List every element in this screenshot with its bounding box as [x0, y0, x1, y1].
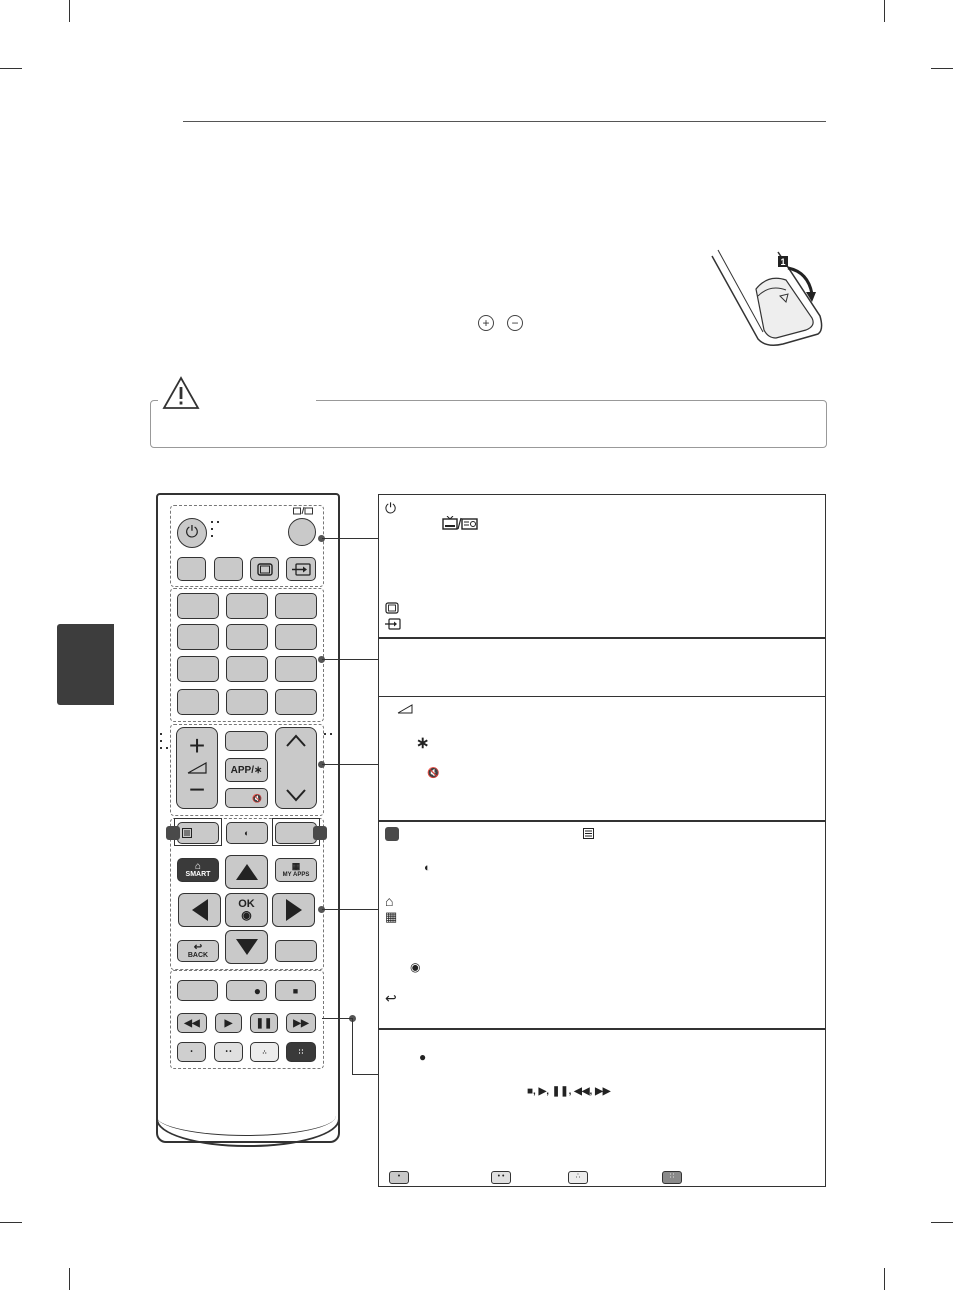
tv-radio-icon — [293, 506, 313, 515]
playback-icons: ■, ▶, ❚❚, ◀◀, ▶▶ — [527, 1086, 611, 1097]
svg-text:1: 1 — [780, 257, 786, 267]
color-button-4[interactable] — [286, 1042, 316, 1062]
color-button-2-icon: • • — [491, 1171, 511, 1184]
left-button[interactable] — [178, 893, 221, 927]
crop-mark — [931, 68, 953, 69]
chapter-tab — [57, 624, 114, 705]
crop-mark — [884, 0, 885, 22]
number-button[interactable] — [275, 624, 317, 650]
leader-line — [322, 764, 378, 765]
three-dot-icon: ∴ — [262, 1049, 267, 1056]
description-box-navigation — [378, 821, 826, 1029]
rewind-icon: ◀◀ — [184, 1017, 200, 1029]
color-button-3[interactable] — [250, 1042, 279, 1062]
braille-dot — [330, 733, 332, 735]
apps-grid-icon: ▦ — [291, 860, 301, 871]
asterisk-icon: ∗ — [416, 735, 430, 752]
down-button[interactable] — [225, 930, 268, 964]
crop-mark — [931, 1222, 953, 1223]
crop-mark — [0, 1222, 22, 1223]
arrow-right-icon — [285, 898, 303, 922]
power-icon: ⏻ — [385, 500, 397, 516]
leader-line — [322, 909, 378, 910]
color-button-3-icon: ∴ — [568, 1171, 588, 1184]
caution-box — [150, 400, 827, 448]
callout-marker — [313, 826, 327, 840]
input-button[interactable] — [286, 557, 316, 581]
number-button[interactable] — [226, 656, 268, 682]
stop-button[interactable] — [275, 980, 316, 1001]
description-box-numbers — [378, 638, 826, 697]
play-icon: ▶ — [224, 1017, 233, 1029]
back-arrow-icon: ↩ — [385, 990, 397, 1006]
chevron-up-icon — [285, 734, 307, 748]
my-apps-button[interactable] — [275, 858, 317, 882]
channel-rocker[interactable] — [275, 727, 317, 809]
smart-button[interactable] — [177, 858, 219, 882]
info-button[interactable] — [226, 822, 268, 844]
teletext-icon — [583, 828, 594, 839]
highlight-frame — [174, 818, 222, 846]
power-button[interactable]: ⏻ — [177, 518, 207, 548]
description-box-volume — [378, 697, 826, 821]
ok-dot-icon: ◉ — [241, 908, 252, 922]
rewind-button[interactable] — [177, 1013, 207, 1033]
back-button[interactable] — [177, 940, 219, 962]
one-dot-icon: • — [190, 1049, 193, 1055]
input-icon — [385, 618, 401, 630]
arrow-up-icon — [235, 863, 259, 881]
pause-icon: ❚❚ — [255, 1017, 273, 1029]
braille-dot — [160, 740, 162, 742]
number-button[interactable] — [177, 593, 219, 619]
four-dot-icon: ∷ — [298, 1049, 304, 1056]
ok-label: OK — [238, 898, 255, 910]
mute-button[interactable]: 🔇 — [225, 788, 268, 808]
stop-icon: ■ — [292, 985, 299, 996]
number-button[interactable] — [177, 656, 219, 682]
leader-line — [322, 659, 378, 660]
crop-mark — [69, 0, 70, 22]
color-button-1[interactable] — [177, 1042, 206, 1062]
arrow-down-icon — [235, 938, 259, 956]
function-button[interactable] — [177, 980, 218, 1001]
record-icon: ● — [253, 983, 261, 998]
braille-dot — [211, 528, 213, 530]
number-button[interactable] — [177, 624, 219, 650]
battery-cover-illustration — [708, 244, 828, 354]
braille-dot — [166, 747, 168, 749]
right-button[interactable] — [272, 893, 315, 927]
number-button[interactable] — [275, 656, 317, 682]
volume-icon — [187, 762, 207, 774]
braille-dot — [160, 747, 162, 749]
up-button[interactable] — [225, 855, 268, 889]
back-arrow-icon: ↩ — [193, 941, 203, 953]
record-icon: ● — [419, 1050, 427, 1064]
home-icon: ⌂ — [194, 860, 202, 872]
leader-line — [352, 1018, 353, 1075]
description-box-playback — [378, 1029, 826, 1187]
braille-dot — [160, 733, 162, 735]
number-button[interactable] — [226, 624, 268, 650]
number-button[interactable] — [275, 593, 317, 619]
header-rule — [183, 121, 826, 122]
volume-down-icon: − — [188, 774, 206, 805]
warning-triangle-icon — [162, 376, 200, 410]
volume-rocker[interactable] — [176, 727, 218, 809]
braille-dot — [324, 733, 326, 735]
ok-button[interactable] — [225, 893, 268, 927]
aspect-ratio-icon — [385, 602, 399, 614]
aspect-ratio-icon — [257, 563, 273, 576]
ratio-button[interactable] — [250, 557, 279, 581]
mute-icon: 🔇 — [427, 768, 440, 779]
leader-line — [322, 1018, 353, 1019]
input-icon — [291, 563, 311, 576]
chevron-down-icon — [285, 788, 307, 802]
arrow-left-icon — [191, 898, 209, 922]
number-button[interactable] — [275, 689, 317, 715]
leader-line — [352, 1074, 378, 1075]
app-button[interactable]: APP/∗ — [225, 758, 268, 782]
info-icon: ◐ — [244, 828, 250, 838]
minus-polarity-icon: − — [507, 315, 523, 331]
braille-dot — [211, 535, 213, 537]
tv-radio-icon — [442, 516, 478, 530]
apps-grid-icon: ▦ — [385, 909, 398, 924]
function-button[interactable] — [225, 731, 268, 751]
two-dot-icon: • • — [225, 1049, 232, 1055]
tv-radio-button[interactable] — [288, 518, 316, 546]
braille-dot — [211, 521, 213, 523]
color-button-2[interactable] — [214, 1042, 243, 1062]
function-button[interactable] — [214, 557, 243, 581]
leader-line — [322, 538, 378, 539]
number-button[interactable] — [226, 593, 268, 619]
callout-marker — [166, 826, 180, 840]
function-button[interactable] — [177, 557, 206, 581]
play-button[interactable] — [215, 1013, 242, 1033]
crop-mark — [69, 1268, 70, 1290]
volume-icon — [397, 704, 413, 714]
my-apps-label: MY APPS — [282, 871, 310, 878]
crop-mark — [0, 68, 22, 69]
fast-forward-button[interactable] — [286, 1013, 316, 1033]
callout-marker — [385, 827, 399, 841]
pause-button[interactable] — [250, 1013, 278, 1033]
ok-dot-icon: ◉ — [410, 960, 421, 974]
home-icon: ⌂ — [385, 893, 394, 909]
plus-polarity-icon: + — [478, 315, 494, 331]
function-button[interactable] — [275, 940, 317, 962]
record-button[interactable] — [226, 980, 267, 1001]
crop-mark — [884, 1268, 885, 1290]
number-button[interactable] — [226, 689, 268, 715]
color-button-1-icon: • — [389, 1171, 409, 1184]
fast-forward-icon: ▶▶ — [293, 1017, 309, 1029]
braille-dot — [217, 521, 219, 523]
smart-label: SMART — [185, 870, 211, 878]
volume-up-icon: + — [188, 730, 206, 761]
back-label: BACK — [187, 951, 209, 959]
info-icon: ◐ — [424, 862, 431, 874]
number-button[interactable] — [177, 689, 219, 715]
color-button-4-icon: ∷ — [662, 1171, 682, 1184]
